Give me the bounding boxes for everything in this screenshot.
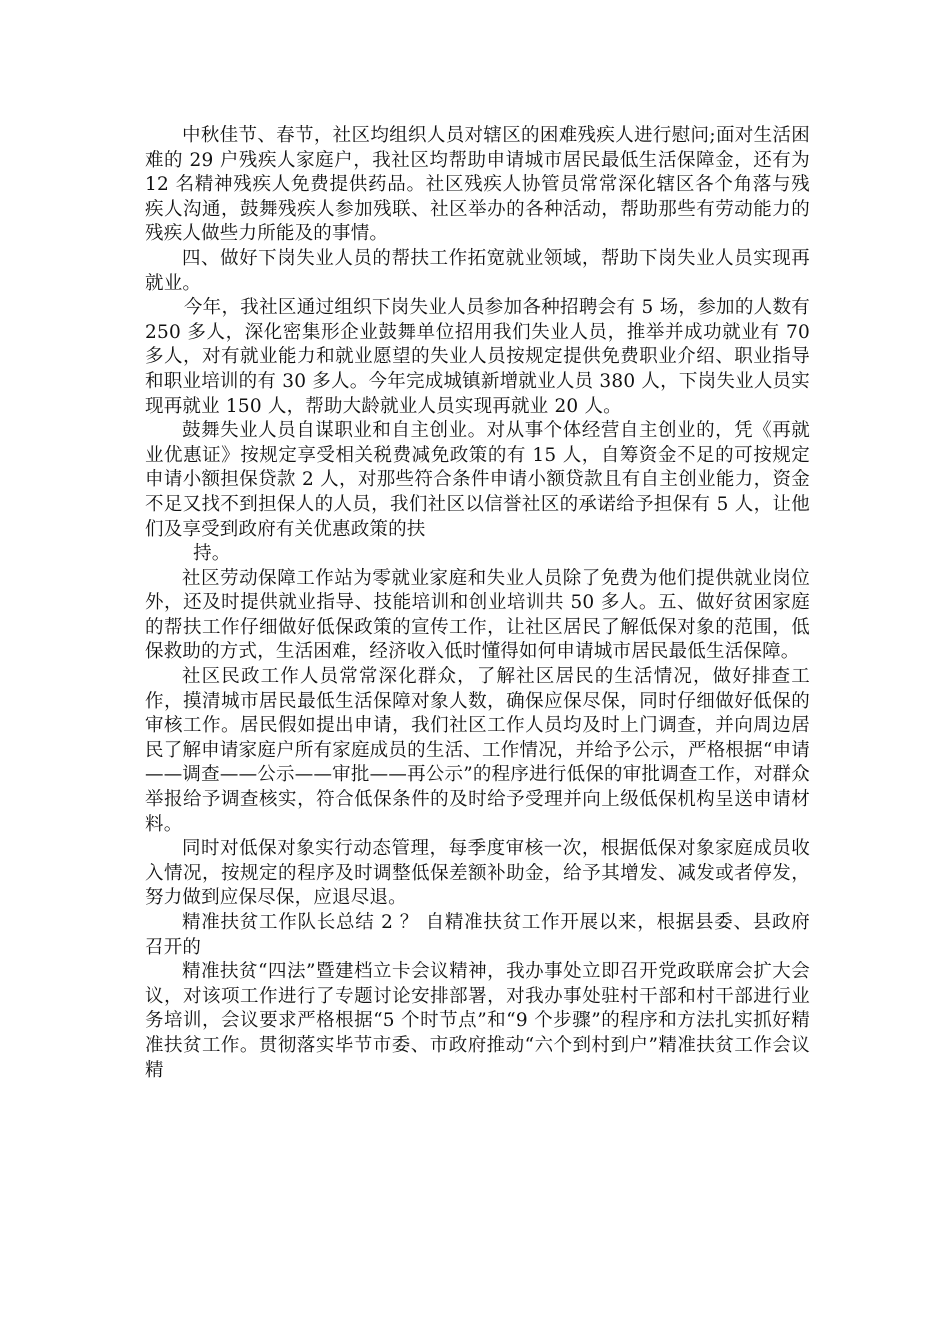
paragraph-3: 今年，我社区通过组织下岗失业人员参加各种招聘会有 5 场，参加的人数有 250 多人，深化密集形企业鼓舞单位招用我们失业人员，推举并成功就业有 70 多人，对有就业能力和就业愿望的失业人员按规定提供免费职业介绍、职业指导和职业培训的有 30 多人。今年完成城镇新增就业人员 380 人，下岗失业人员实现再就业 150 人，帮助大龄就业人员实现再就业 20 人。 xyxy=(145,297,810,417)
paragraph-10: 精准扶贫“四法”暨建档立卡会议精神，我办事处立即召开党政联席会扩大会议，对该项工作进行了专题讨论安排部署，对我办事处驻村干部和村干部进行业务培训，会议要求严格根据“5 个时节点”和“9 个步骤”的程序和方法扎实抓好精准扶贫工作。贯彻落实毕节市委、市政府推动“六个到村到户”精准扶贫工作会议精 xyxy=(145,961,810,1081)
paragraph-8: 同时对低保对象实行动态管理，每季度审核一次，根据低保对象家庭成员收入情况，按规定的程序及时调整低保差额补助金，给予其增发、减发或者停发，努力做到应保尽保，应退尽退。 xyxy=(145,838,810,909)
paragraph-6: 社区劳动保障工作站为零就业家庭和失业人员除了免费为他们提供就业岗位外，还及时提供就业指导、技能培训和创业培训共 50 多人。五、做好贫困家庭的帮扶工作仔细做好低保政策的宣传工作，让社区居民了解低保对象的范围，低保救助的方式，生活困难，经济收入低时懂得如何申请城市居民最低生活保障。 xyxy=(145,567,810,663)
paragraph-4: 鼓舞失业人员自谋职业和自主创业。对从事个体经营自主创业的，凭《再就业优惠证》按规定享受相关税费减免政策的有 15 人，自筹资金不足的可按规定申请小额担保贷款 2 人，对那些符合条件申请小额贷款且有自主创业能力，资金不足又找不到担保人的人员，我们社区以信誉社区的承诺给予担保有 5 人，让他们及享受到政府有关优惠政策的扶 xyxy=(145,420,810,540)
document-page xyxy=(145,124,810,1083)
paragraph-7: 社区民政工作人员常常深化群众，了解社区居民的生活情况，做好排查工作，摸清城市居民最低生活保障对象人数，确保应保尽保，同时仔细做好低保的审核工作。居民假如提出申请，我们社区工作人员均及时上门调查，并向周边居民了解申请家庭户所有家庭成员的生活、工作情况，并给予公示，严格根据“申请——调查——公示——审批——再公示”的程序进行低保的审批调查工作，对群众举报给予调查核实，符合低保条件的及时给予受理并向上级低保机构呈送申请材料。 xyxy=(145,666,810,835)
paragraph-1: 中秋佳节、春节，社区均组织人员对辖区的困难残疾人进行慰问;面对生活困难的 29 户残疾人家庭户，我社区均帮助申请城市居民最低生活保障金，还有为 12 名精神残疾人免费提供药品。社区残疾人协管员常常深化辖区各个角落与残疾人沟通，鼓舞残疾人参加残联、社区举办的各种活动，帮助那些有劳动能力的残疾人做些力所能及的事情。 xyxy=(145,125,810,245)
paragraph-9: 精准扶贫工作队长总结 2 ？ 自精准扶贫工作开展以来，根据县委、县政府召开的 xyxy=(145,912,810,958)
paragraph-2: 四、做好下岗失业人员的帮扶工作拓宽就业领域，帮助下岗失业人员实现再就业。 xyxy=(145,247,810,294)
paragraph-5: 持。 xyxy=(193,543,231,565)
